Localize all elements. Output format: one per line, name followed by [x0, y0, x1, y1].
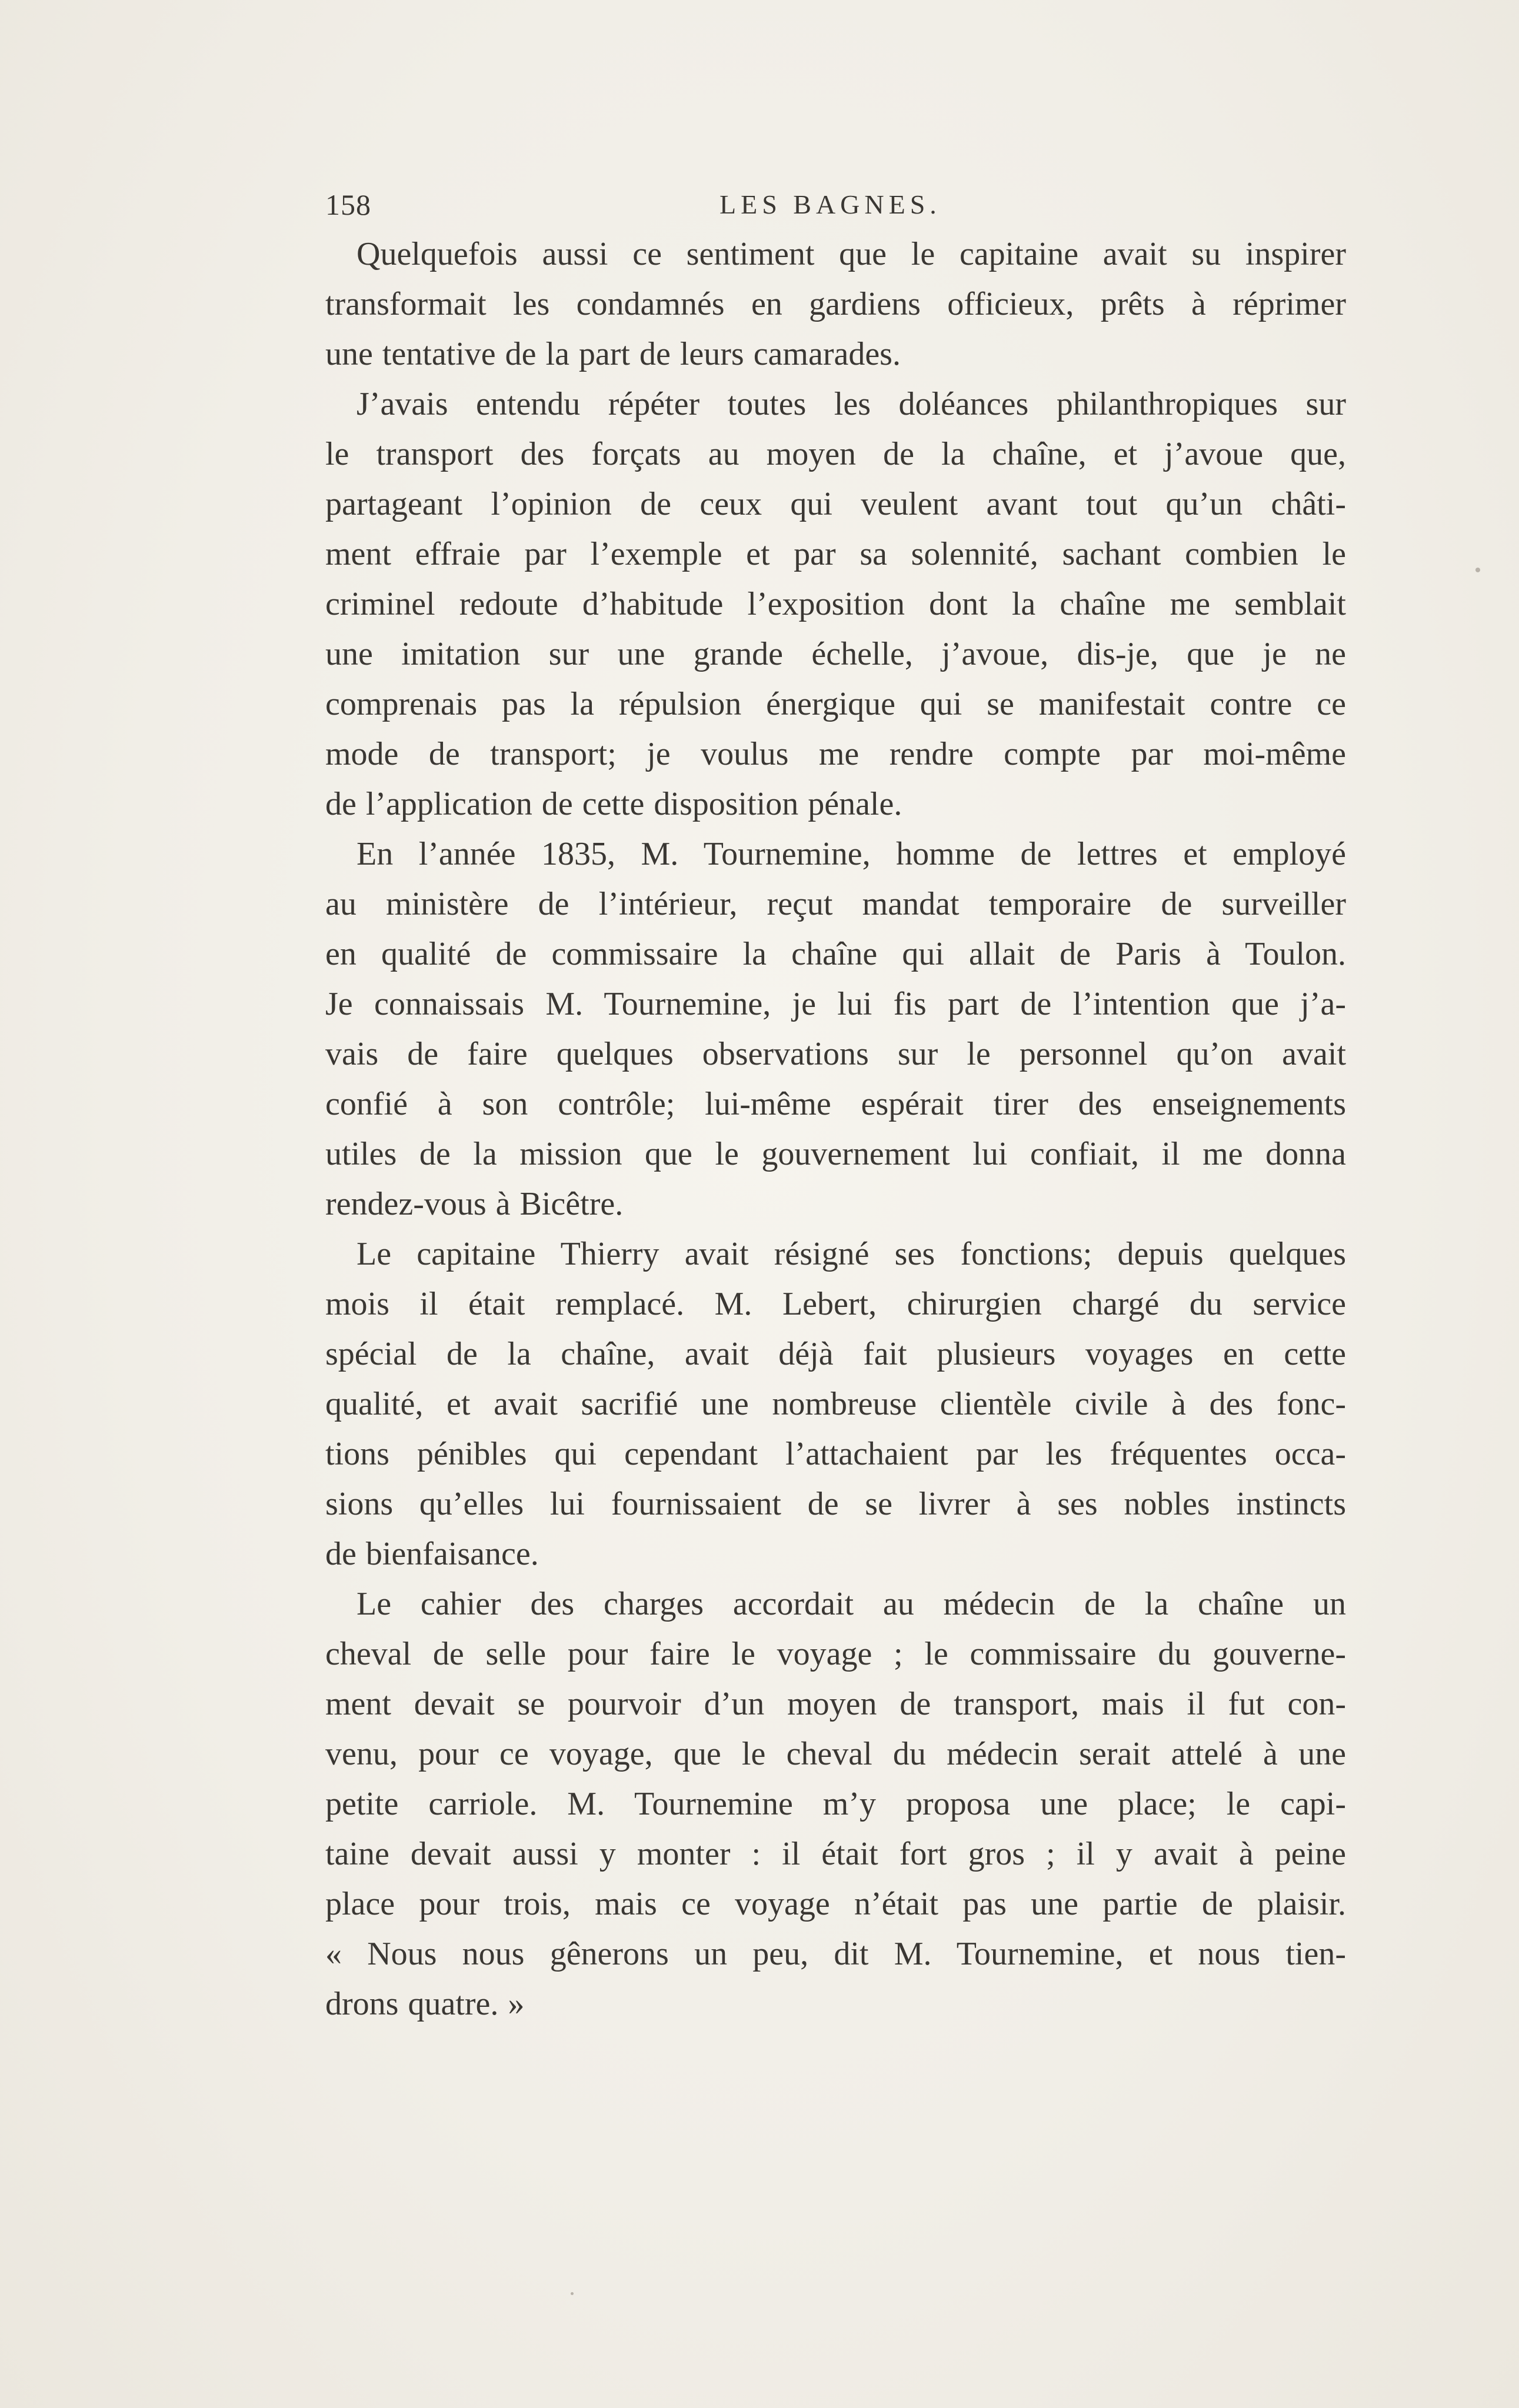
text-line: ment devait se pourvoir d’un moyen de transport, mais il fut con-: [325, 1686, 1346, 1722]
text-line: Le capitaine Thierry avait résigné ses fonctions; depuis quelques: [357, 1236, 1346, 1272]
text-line: utiles de la mission que le gouvernement lui confiait, il me donna: [325, 1136, 1346, 1172]
text-line: Quelquefois aussi ce sentiment que le capitaine avait su inspirer: [357, 236, 1346, 272]
text-line: J’avais entendu répéter toutes les doléances philanthropiques sur: [357, 386, 1346, 422]
text-line: tions pénibles qui cependant l’attachaient par les fréquentes occa-: [325, 1436, 1346, 1472]
text-line: au ministère de l’intérieur, reçut mandat temporaire de surveiller: [325, 886, 1346, 922]
text-line: de bienfaisance.: [325, 1536, 539, 1572]
text-line: confié à son contrôle; lui-même espérait tirer des enseignements: [325, 1086, 1346, 1122]
text-line: spécial de la chaîne, avait déjà fait plusieurs voyages en cette: [325, 1336, 1346, 1372]
text-line: vais de faire quelques observations sur le personnel qu’on avait: [325, 1036, 1346, 1072]
paper-speck: [571, 2292, 574, 2295]
text-line: venu, pour ce voyage, que le cheval du médecin serait attelé à une: [325, 1736, 1346, 1772]
text-line: Je connaissais M. Tournemine, je lui fis part de l’intention que j’a-: [325, 986, 1346, 1022]
text-line: drons quatre. »: [325, 1986, 525, 2022]
text-line: taine devait aussi y monter : il était fort gros ; il y avait à peine: [325, 1836, 1346, 1872]
text-line: place pour trois, mais ce voyage n’était pas une partie de plaisir.: [325, 1886, 1346, 1922]
text-line: partageant l’opinion de ceux qui veulent avant tout qu’un châti-: [325, 486, 1346, 522]
text-line: mode de transport; je voulus me rendre compte par moi-même: [325, 736, 1346, 772]
text-line: Le cahier des charges accordait au médecin de la chaîne un: [357, 1586, 1346, 1622]
text-line: comprenais pas la répulsion énergique qui se manifestait contre ce: [325, 686, 1346, 722]
running-title: LES BAGNES.: [719, 189, 941, 219]
text-line: le transport des forçats au moyen de la chaîne, et j’avoue que,: [325, 436, 1346, 472]
text-line: mois il était remplacé. M. Lebert, chirurgien chargé du service: [325, 1286, 1346, 1322]
page-number: 158: [325, 188, 371, 221]
text-line: En l’année 1835, M. Tournemine, homme de lettres et employé: [357, 836, 1346, 872]
text-line: ment effraie par l’exemple et par sa solennité, sachant combien le: [325, 536, 1346, 572]
text-line: petite carriole. M. Tournemine m’y proposa une place; le capi-: [325, 1786, 1346, 1822]
text-line: sions qu’elles lui fournissaient de se livrer à ses nobles instincts: [325, 1486, 1346, 1522]
text-line: une imitation sur une grande échelle, j’avoue, dis-je, que je ne: [325, 636, 1346, 672]
text-line: criminel redoute d’habitude l’exposition dont la chaîne me semblait: [325, 586, 1346, 622]
page-header: [325, 187, 1220, 222]
text-line: rendez-vous à Bicêtre.: [325, 1186, 624, 1222]
text-line: « Nous nous gênerons un peu, dit M. Tournemine, et nous tien-: [325, 1936, 1346, 1972]
text-line: de l’application de cette disposition pénale.: [325, 786, 902, 822]
body-text: [325, 229, 1346, 2029]
text-line: cheval de selle pour faire le voyage ; le commissaire du gouverne-: [325, 1636, 1346, 1672]
paper-speck: [1475, 568, 1480, 572]
text-line: en qualité de commissaire la chaîne qui allait de Paris à Toulon.: [325, 936, 1346, 972]
text-line: qualité, et avait sacrifié une nombreuse clientèle civile à des fonc-: [325, 1386, 1346, 1422]
text-line: transformait les condamnés en gardiens officieux, prêts à réprimer: [325, 286, 1346, 322]
text-line: une tentative de la part de leurs camarades.: [325, 336, 901, 372]
